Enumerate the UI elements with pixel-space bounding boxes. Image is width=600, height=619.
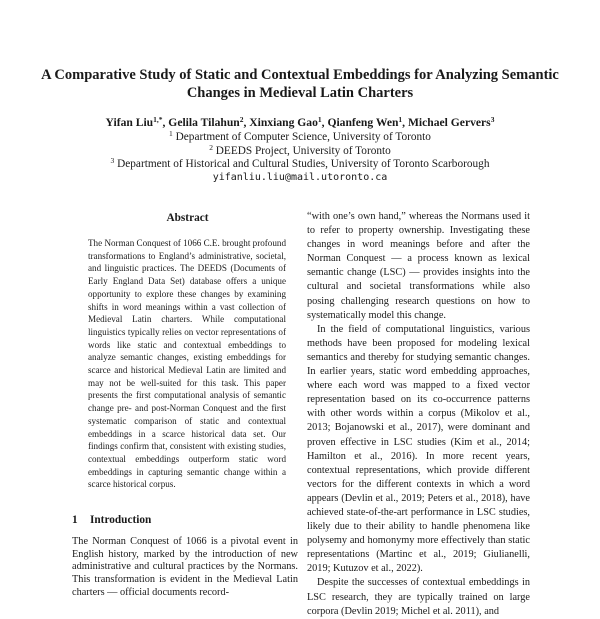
author: Qianfeng Wen$^1$ <box>327 115 403 129</box>
right-column <box>307 210 530 619</box>
affiliation: $^1$ Department of Computer Science, University of Toronto <box>169 129 431 143</box>
abstract-text: The Norman Conquest of 1066 C.E. brought profound transformations to England’s administrative, societal, and linguistic practices. The DEEDS (Documents of Early England Data Set) database offers a unique opportunity to explore these changes by examining shifts in word meanings within a vast collection of Medieval Latin charters. While computational linguistics typically relies on vector representations of words like static and contextual embeddings to analyze semantic changes, existing embeddings for scarce and historical Medieval Latin are limited and may not be well-suited for this task. This paper presents the first computational analysis of semantic change pre- and post-Norman Conquest and the first systematic comparison of static and contextual embeddings in a scarce historical data set. Our findings confirm that, consistent with existing studies, contextual embeddings outperform static word embeddings in capturing semantic change within a scarce historical corpus. <box>88 238 286 490</box>
author-email: yifanliu.liu@mail.utoronto.ca <box>212 172 388 183</box>
author: Gelila Tilahun$^2$ <box>168 115 244 129</box>
paper-title: A Comparative Study of Static and Contextual Embeddings for Analyzing Semantic Changes in Medieval Latin Charters <box>41 67 559 101</box>
affiliation: $^2$ DEEDS Project, University of Toronto <box>209 143 391 157</box>
abstract-heading: Abstract <box>166 212 209 224</box>
author: Michael Gervers$^3$ <box>407 115 495 129</box>
body-paragraph: “with one’s own hand,” whereas the Normans used it to refer to property ownership. Investigating these changes in word meanings before and after the Norman Conquest — a process known as lexical semantic change (LSC) — provides insights into the cultural and societal transformations while also posing challenging research questions on how to systematically model this change. <box>307 211 530 321</box>
section-number: 1 <box>72 514 78 526</box>
author-list: Yifan Liu$^{1,*}$, Gelila Tilahun$^2$, Xinxiang Gao$^1$, Qianfeng Wen$^1$, Michael Gervers$^3$ <box>105 115 495 129</box>
section-title: Introduction <box>90 514 152 526</box>
body-paragraph: Despite the successes of contextual embeddings in LSC research, they are typically trained on large corpora (Devlin 2019; Michel et al. 2011), and <box>307 577 530 617</box>
body-paragraph: In the field of computational linguistics, various methods have been proposed for modeling lexical semantics and thereby for studying semantic changes. In earlier years, static word embedding approaches, where each word was mapped to a fixed vector representation based on its co-occurrence patterns with other words within a corpus (Mikolov et al., 2013; Bojanowski et al., 2017), were dominant and proven effective in LSC studies (Kim et al., 2014; Hamilton et al., 2016). In more recent years, contextual representations, which provide different vectors for the different contexts in which a word appears (Devlin et al., 2019; Peters et al., 2018), have achieved state-of-the-art performance in LSC studies, likely due to their ability to handle phenomena like polysemy and homonymy more effectively than static representations (Martinc et al., 2019; Giulianelli, 2019; Kutuzov et al., 2022). <box>307 323 530 575</box>
section-heading <box>72 514 151 526</box>
affiliation: $^3$ Department of Historical and Cultural Studies, University of Toronto Scarborough <box>110 156 490 170</box>
author: Xinxiang Gao$^1$ <box>249 115 322 129</box>
intro-paragraph: The Norman Conquest of 1066 is a pivotal event in English history, marked by the introduction of new administrative and cultural practices by the Normans. This transformation is evident in the Medieval Latin charters — official documents record- <box>72 536 298 598</box>
author: Yifan Liu$^{1,*}$ <box>105 115 163 129</box>
